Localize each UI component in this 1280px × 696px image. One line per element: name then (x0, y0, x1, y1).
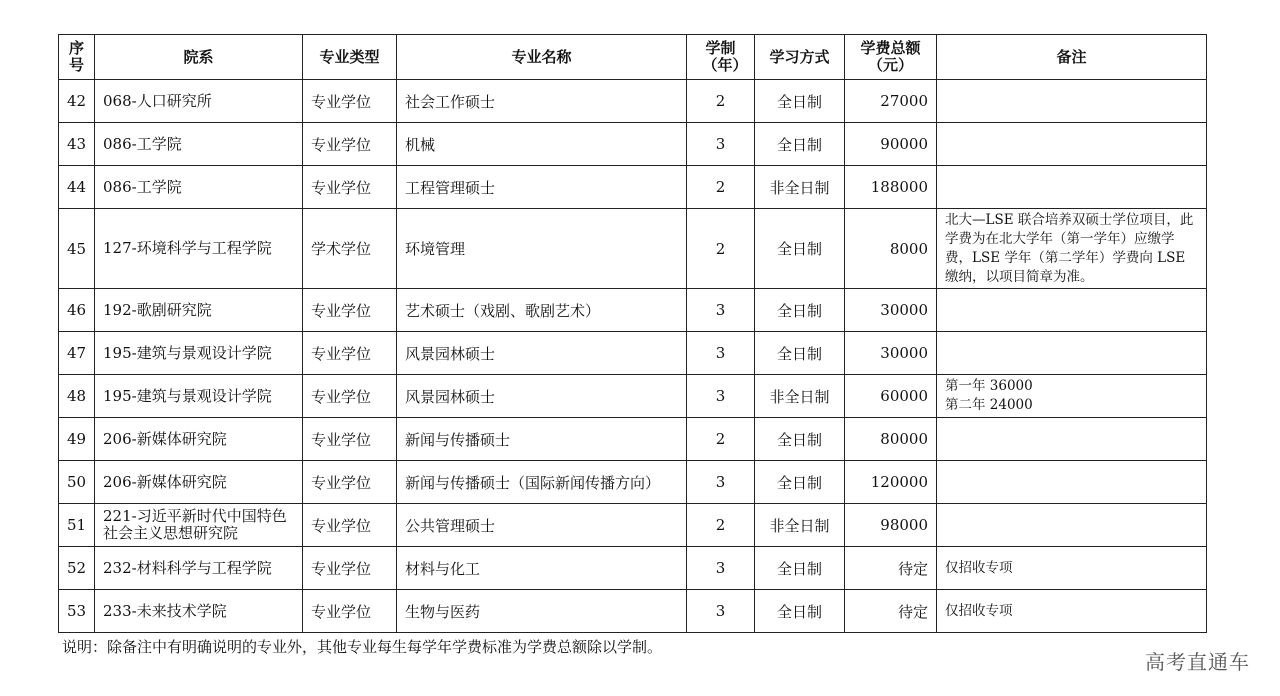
cell-dept: 192-歌剧研究院 (95, 289, 303, 332)
tuition-table (58, 34, 1207, 633)
cell-dept: 206-新媒体研究院 (95, 418, 303, 461)
cell-major: 材料与化工 (397, 547, 687, 590)
cell-no: 43 (59, 123, 95, 166)
cell-major: 生物与医药 (397, 590, 687, 633)
cell-fee: 60000 (845, 375, 937, 418)
cell-fee: 待定 (845, 590, 937, 633)
cell-dept: 086-工学院 (95, 123, 303, 166)
cell-major: 公共管理硕士 (397, 504, 687, 547)
header-mode: 学习方式 (755, 35, 845, 80)
cell-note: 仅招收专项 (937, 590, 1207, 633)
cell-major: 风景园林硕士 (397, 332, 687, 375)
cell-years: 3 (687, 590, 755, 633)
cell-no: 45 (59, 209, 95, 289)
cell-dept: 195-建筑与景观设计学院 (95, 332, 303, 375)
cell-type: 专业学位 (303, 461, 397, 504)
cell-mode: 全日制 (755, 80, 845, 123)
cell-dept: 127-环境科学与工程学院 (95, 209, 303, 289)
cell-years: 3 (687, 123, 755, 166)
cell-no: 48 (59, 375, 95, 418)
cell-type: 专业学位 (303, 547, 397, 590)
cell-note (937, 289, 1207, 332)
cell-note (937, 123, 1207, 166)
table-row (59, 375, 1207, 418)
cell-note: 北大—LSE 联合培养双硕士学位项目，此学费为在北大学年（第一学年）应缴学费，LSE 学年（第二学年）学费向 LSE 缴纳，以项目简章为准。 (937, 209, 1207, 289)
cell-type: 专业学位 (303, 418, 397, 461)
cell-dept: 221-习近平新时代中国特色社会主义思想研究院 (95, 504, 303, 547)
header-fee-text: 学费总额（元） (860, 39, 921, 74)
header-fee (845, 35, 937, 80)
cell-note: 第一年 36000 第二年 24000 (937, 375, 1207, 418)
cell-type: 专业学位 (303, 375, 397, 418)
cell-note (937, 332, 1207, 375)
cell-years: 2 (687, 504, 755, 547)
table-row (59, 504, 1207, 547)
cell-years: 2 (687, 418, 755, 461)
cell-mode: 全日制 (755, 123, 845, 166)
cell-note: 仅招收专项 (937, 547, 1207, 590)
cell-no: 52 (59, 547, 95, 590)
header-type: 专业类型 (303, 35, 397, 80)
cell-major: 艺术硕士（戏剧、歌剧艺术） (397, 289, 687, 332)
cell-fee: 98000 (845, 504, 937, 547)
header-no-text: 序号 (68, 39, 84, 74)
cell-major: 风景园林硕士 (397, 375, 687, 418)
cell-mode: 全日制 (755, 332, 845, 375)
cell-no: 49 (59, 418, 95, 461)
table-row (59, 123, 1207, 166)
cell-type: 专业学位 (303, 289, 397, 332)
cell-mode: 全日制 (755, 461, 845, 504)
cell-fee: 120000 (845, 461, 937, 504)
cell-major: 社会工作硕士 (397, 80, 687, 123)
cell-type: 专业学位 (303, 590, 397, 633)
cell-years: 3 (687, 461, 755, 504)
table-row (59, 461, 1207, 504)
cell-mode: 非全日制 (755, 375, 845, 418)
table-row (59, 547, 1207, 590)
cell-dept: 068-人口研究所 (95, 80, 303, 123)
cell-type: 学术学位 (303, 209, 397, 289)
table-row (59, 590, 1207, 633)
table-row (59, 289, 1207, 332)
cell-no: 53 (59, 590, 95, 633)
cell-mode: 非全日制 (755, 504, 845, 547)
cell-type: 专业学位 (303, 504, 397, 547)
cell-no: 47 (59, 332, 95, 375)
cell-fee: 待定 (845, 547, 937, 590)
cell-fee: 30000 (845, 332, 937, 375)
cell-no: 44 (59, 166, 95, 209)
cell-mode: 全日制 (755, 590, 845, 633)
cell-dept: 206-新媒体研究院 (95, 461, 303, 504)
table-row (59, 166, 1207, 209)
cell-mode: 全日制 (755, 209, 845, 289)
cell-fee: 27000 (845, 80, 937, 123)
cell-major: 机械 (397, 123, 687, 166)
cell-years: 3 (687, 332, 755, 375)
cell-mode: 全日制 (755, 418, 845, 461)
footnote: 说明：除备注中有明确说明的专业外，其他专业每生每学年学费标准为学费总额除以学制。 (62, 638, 663, 656)
header-row (59, 35, 1207, 80)
header-no (59, 35, 95, 80)
cell-dept: 195-建筑与景观设计学院 (95, 375, 303, 418)
cell-mode: 全日制 (755, 289, 845, 332)
cell-note (937, 461, 1207, 504)
cell-fee: 90000 (845, 123, 937, 166)
table-row (59, 332, 1207, 375)
cell-mode: 非全日制 (755, 166, 845, 209)
header-note: 备注 (937, 35, 1207, 80)
cell-note (937, 166, 1207, 209)
cell-mode: 全日制 (755, 547, 845, 590)
cell-no: 51 (59, 504, 95, 547)
cell-fee: 8000 (845, 209, 937, 289)
cell-fee: 80000 (845, 418, 937, 461)
cell-fee: 30000 (845, 289, 937, 332)
cell-years: 2 (687, 166, 755, 209)
header-major: 专业名称 (397, 35, 687, 80)
cell-dept: 233-未来技术学院 (95, 590, 303, 633)
cell-years: 2 (687, 209, 755, 289)
cell-fee: 188000 (845, 166, 937, 209)
cell-major: 新闻与传播硕士（国际新闻传播方向） (397, 461, 687, 504)
cell-type: 专业学位 (303, 80, 397, 123)
cell-type: 专业学位 (303, 166, 397, 209)
cell-years: 3 (687, 375, 755, 418)
cell-major: 工程管理硕士 (397, 166, 687, 209)
cell-note (937, 80, 1207, 123)
table-row (59, 209, 1207, 289)
table-row (59, 80, 1207, 123)
cell-dept: 232-材料科学与工程学院 (95, 547, 303, 590)
cell-major: 环境管理 (397, 209, 687, 289)
watermark: 高考直通车 (1145, 650, 1250, 674)
header-years (687, 35, 755, 80)
cell-no: 42 (59, 80, 95, 123)
cell-note (937, 418, 1207, 461)
cell-major: 新闻与传播硕士 (397, 418, 687, 461)
cell-years: 2 (687, 80, 755, 123)
cell-dept: 086-工学院 (95, 166, 303, 209)
cell-years: 3 (687, 289, 755, 332)
cell-note (937, 504, 1207, 547)
cell-years: 3 (687, 547, 755, 590)
cell-no: 46 (59, 289, 95, 332)
table-row (59, 418, 1207, 461)
cell-no: 50 (59, 461, 95, 504)
cell-type: 专业学位 (303, 332, 397, 375)
cell-type: 专业学位 (303, 123, 397, 166)
header-dept: 院系 (95, 35, 303, 80)
header-years-text: 学制（年） (702, 39, 748, 74)
